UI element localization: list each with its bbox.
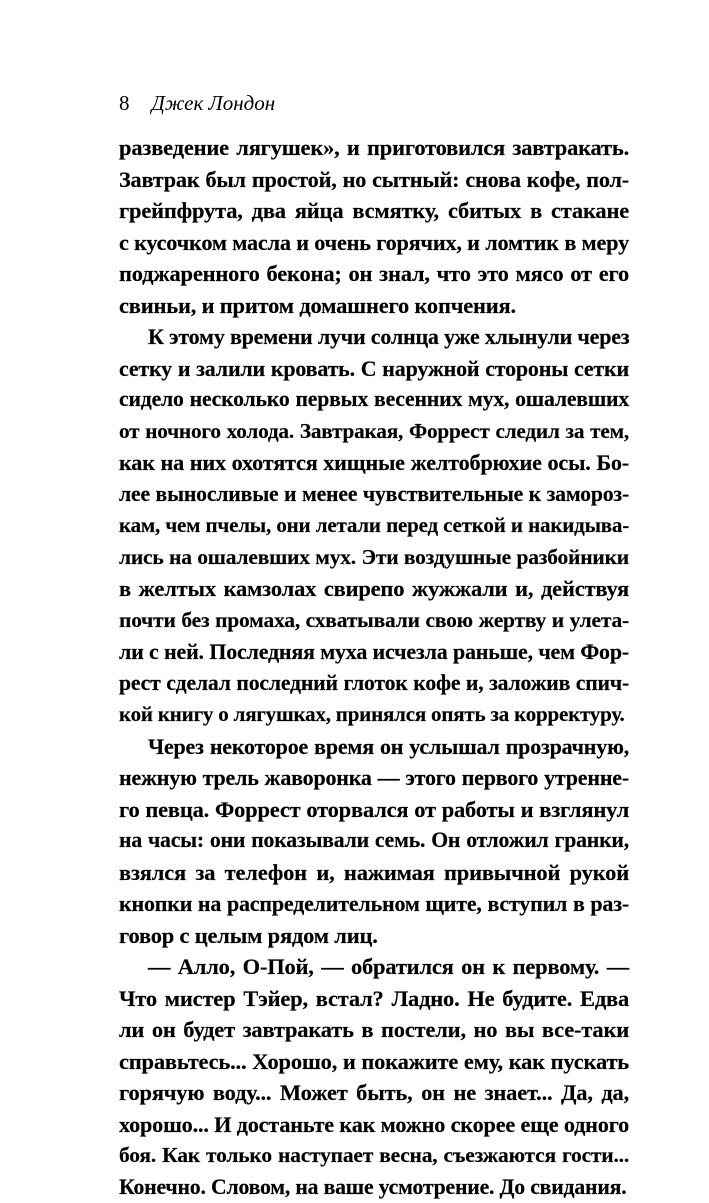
- paragraph: [119, 951, 629, 1203]
- text-line: почти без промаха, схватывали свою жертву и улета-: [119, 605, 629, 637]
- body-text: [119, 132, 629, 1203]
- text-line: Что мистер Тэйер, встал? Ладно. Не будите. Едва: [119, 983, 629, 1015]
- text-line: как на них охотятся хищные желтобрюхие осы. Бо-: [119, 447, 629, 479]
- running-header: [119, 90, 275, 116]
- paragraph: [119, 132, 629, 321]
- text-line: ли с ней. Последняя муха исчезла раньше, чем Фор-: [119, 636, 629, 668]
- text-line: говор с целым рядом лиц.: [119, 920, 629, 952]
- text-line: нежную трель жаворонка — этого первого утренне-: [119, 762, 629, 794]
- text-line: взялся за телефон и, нажимая привычной рукой: [119, 857, 629, 889]
- text-line: ли он будет завтракать в постели, но вы все-таки: [119, 1014, 629, 1046]
- text-line: кнопки на распределительном щите, вступил в раз-: [119, 888, 629, 920]
- text-line: рест сделал последний глоток кофе и, заложив спич-: [119, 668, 629, 700]
- text-line: с кусочком масла и очень горячих, и ломтик в меру: [119, 227, 629, 259]
- text-line: справьтесь... Хорошо, и покажите ему, как пускать: [119, 1046, 629, 1078]
- running-title: Джек Лондон: [152, 91, 276, 115]
- text-line: Конечно. Словом, на ваше усмотрение. До свидания.: [119, 1172, 629, 1203]
- text-line: от ночного холода. Завтракая, Форрест следил за тем,: [119, 416, 629, 448]
- page-number: 8: [119, 91, 130, 115]
- text-line: — Алло, О-Пой, — обратился он к первому. —: [119, 951, 629, 983]
- text-line: свиньи, и притом домашнего копчения.: [119, 290, 629, 322]
- text-line: в желтых камзолах свирепо жужжали и, действуя: [119, 573, 629, 605]
- text-line: Через некоторое время он услышал прозрачную,: [119, 731, 629, 763]
- text-line: горячую воду... Может быть, он не знает... Да, да,: [119, 1077, 629, 1109]
- text-line: разведение лягушек», и приготовился завтракать.: [119, 132, 629, 164]
- paragraph: [119, 731, 629, 952]
- text-line: лись на ошалевших мух. Эти воздушные разбойники: [119, 542, 629, 574]
- text-line: боя. Как только наступает весна, съезжаются гости...: [119, 1140, 629, 1172]
- text-line: сидело несколько первых весенних мух, ошалевших: [119, 384, 629, 416]
- text-line: лее выносливые и менее чувствительные к замороз-: [119, 479, 629, 511]
- text-line: поджаренного бекона; он знал, что это мясо от его: [119, 258, 629, 290]
- text-line: кам, чем пчелы, они летали перед сеткой и накидыва-: [119, 510, 629, 542]
- text-line: кой книгу о лягушках, принялся опять за корректуру.: [119, 699, 629, 731]
- text-line: К этому времени лучи солнца уже хлынули через: [119, 321, 629, 353]
- text-line: на часы: они показывали семь. Он отложил гранки,: [119, 825, 629, 857]
- paragraph: [119, 321, 629, 731]
- text-line: хорошо... И достаньте как можно скорее еще одного: [119, 1109, 629, 1141]
- text-line: сетку и залили кровать. С наружной стороны сетки: [119, 353, 629, 385]
- text-line: го певца. Форрест оторвался от работы и взглянул: [119, 794, 629, 826]
- text-line: грейпфрута, два яйца всмятку, сбитых в стакане: [119, 195, 629, 227]
- text-line: Завтрак был простой, но сытный: снова кофе, пол-: [119, 164, 629, 196]
